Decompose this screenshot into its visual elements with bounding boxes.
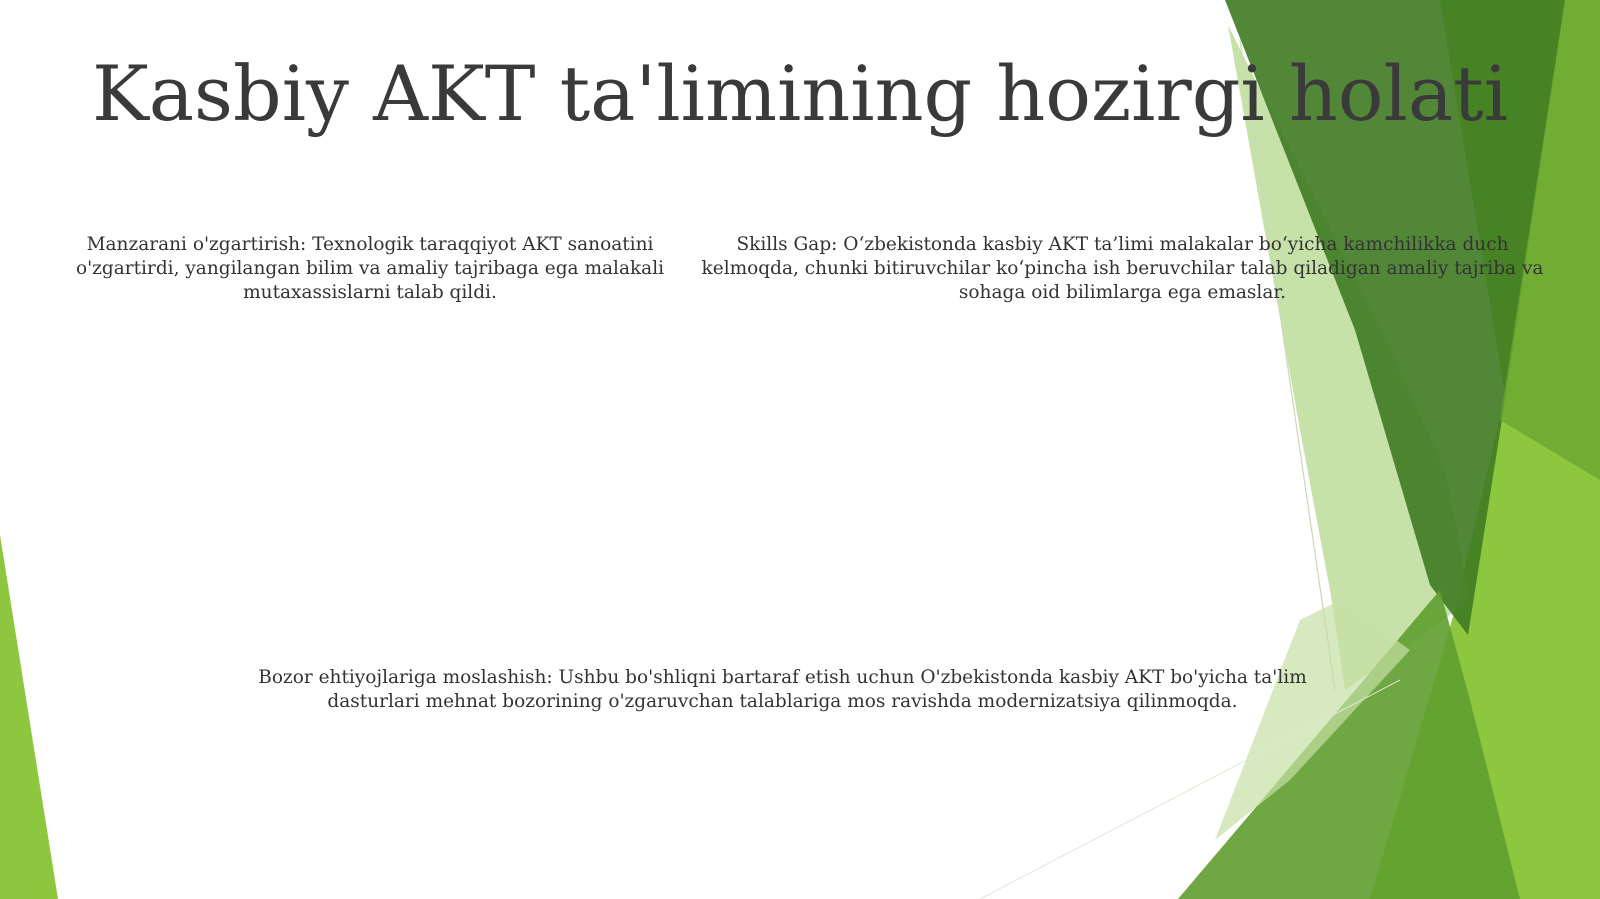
left-facet [0,535,58,899]
slide-title: Kasbiy AKT ta'limining hozirgi holati [91,49,1509,138]
paragraph-market-adaptation: Bozor ehtiyojlariga moslashish: Ushbu bo'shliqni bartaraf etish uchun O'zbekistonda kasbiy AKT bo'yicha ta'lim dasturlari mehnat bozorining o'zgaruvchan talablariga mos ravishda modernizatsiya qilinmoqda. [258,667,1307,712]
paragraph-skills-gap: Skills Gap: O‘zbekistonda kasbiy AKT ta’limi malakalar bo‘yicha kamchilikka duch kelmoqda, chunki bitiruvchilar ko‘pincha ish beruvchilar talab qiladigan amaliy tajriba va sohaga oid bilimlarga ega emaslar. [701,234,1544,303]
paragraph-landscape: Manzarani o'zgartirish: Texnologik taraqqiyot AKT sanoatini o'zgartirdi, yangilangan bilim va amaliy tajribaga ega malakali mutaxassislarni talab qildi. [75,234,665,303]
